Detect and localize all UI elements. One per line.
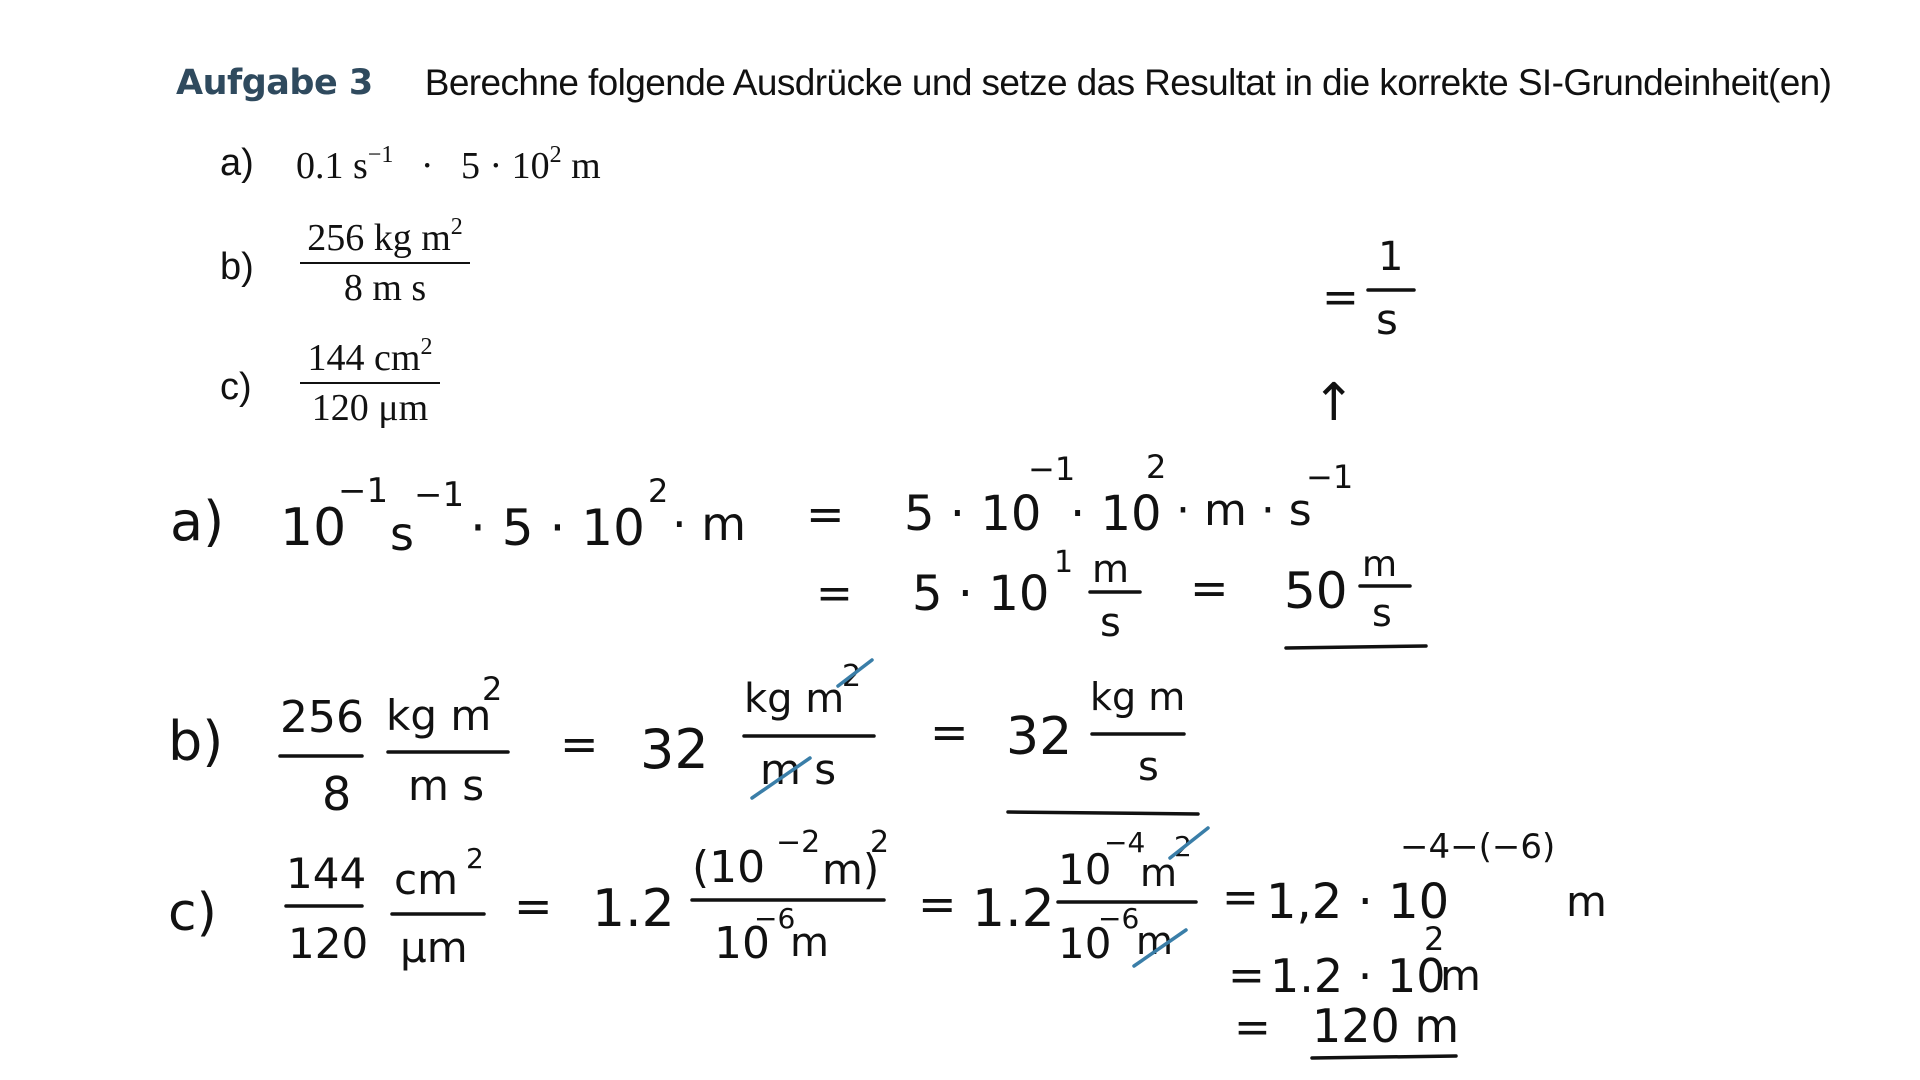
solution-b-unit-numerator-exponent: 2 xyxy=(482,670,503,708)
solution-a-lhs-rest: · 5 · 10 xyxy=(470,499,645,557)
solution-a-rhs-units: · m · s xyxy=(1176,485,1312,536)
solution-a-result-unit-denominator: s xyxy=(1372,591,1392,635)
task-c-label: c) xyxy=(220,366,252,408)
solution-b-result-underline xyxy=(1008,812,1198,814)
solution-c-step-numerator-exponent-2: 2 xyxy=(870,825,890,860)
solution-a-lhs-unit: · m xyxy=(672,497,747,551)
solution-a-label: a) xyxy=(170,490,225,553)
task-a-factor-2: 5 · 10 xyxy=(461,145,550,187)
task-b-label: b) xyxy=(220,246,254,288)
solution-c-equals-3: = xyxy=(1222,872,1259,923)
solution-b-result-unit-denominator: s xyxy=(1138,744,1159,790)
solution-c-value-2: 1.2 xyxy=(972,879,1055,939)
solution-c-value-1: 1.2 xyxy=(592,879,675,939)
solution-c-step-denominator-tail: m xyxy=(790,920,829,966)
solution-c-step2-denominator-exponent: −6 xyxy=(1098,902,1140,935)
solution-c-step-numerator: (10 xyxy=(692,842,766,893)
solution-c-step2-numerator-tail: m xyxy=(1140,851,1178,895)
solution-a-lhs-exponent: −1 xyxy=(338,471,389,511)
solution-b-value-2: 32 xyxy=(1006,707,1073,767)
solution-c-step-denominator: 10 xyxy=(714,918,770,969)
solution-c-step2-numerator-exponent: −4 xyxy=(1104,826,1146,859)
solution-a-equals-3: = xyxy=(1190,561,1229,615)
solution-c-equals-1: = xyxy=(514,879,553,933)
solution-a-step-value: 5 · 10 xyxy=(912,566,1050,622)
solution-c-step-numerator-exponent: −2 xyxy=(776,825,821,860)
solution-b-unit-numerator: kg m xyxy=(386,691,492,740)
task-a-operator: · xyxy=(420,145,434,187)
margin-note-numerator: 1 xyxy=(1378,234,1404,280)
solution-a xyxy=(170,448,1426,648)
solution-c-coefficient-denominator: 120 xyxy=(288,919,369,968)
solution-c-result-2-exponent: 2 xyxy=(1424,920,1445,958)
solution-b xyxy=(168,659,1198,821)
solution-a-lhs-base: 10 xyxy=(280,498,347,558)
solution-c-equals-5: = xyxy=(1234,1002,1271,1053)
task-b-numerator-exponent: 2 xyxy=(450,214,463,240)
solution-c-step2-numerator: 10 xyxy=(1058,845,1112,894)
solution-b-unit-denominator: m s xyxy=(408,761,485,810)
solution-b-equals-1: = xyxy=(560,717,599,771)
solution-a-step-exponent: 1 xyxy=(1054,545,1074,580)
solution-c-coefficient-numerator: 144 xyxy=(286,849,367,898)
task-a-label: a) xyxy=(220,142,254,184)
task-label: Aufgabe 3 xyxy=(176,63,373,103)
solution-c-equals-2: = xyxy=(918,877,957,931)
solution-c-step2-numerator-exponent-2: 2 xyxy=(1174,830,1192,863)
solution-b-equals-2: = xyxy=(930,705,969,759)
solution-a-result-underline xyxy=(1286,646,1426,648)
solution-b-step-exponent: 2 xyxy=(842,659,862,694)
solution-a-seconds: s xyxy=(390,507,414,561)
solution-b-label: b) xyxy=(168,710,224,773)
margin-note-arrow: ↑ xyxy=(1312,373,1356,433)
solution-a-rhs-mid: · 10 xyxy=(1070,486,1162,542)
solution-a-result-value: 50 xyxy=(1284,562,1348,620)
margin-note-equals: = xyxy=(1322,272,1359,323)
solution-c-label: c) xyxy=(168,883,217,943)
task-c-numerator: 144 cm xyxy=(307,337,421,379)
solution-c-result-2-unit: m xyxy=(1440,951,1481,1000)
solution-b-step-unit-denominator: m s xyxy=(760,745,837,794)
task-b-numerator: 256 kg m xyxy=(307,217,451,259)
solution-c-result-2: 1.2 · 10 xyxy=(1270,949,1446,1003)
solution-c xyxy=(168,825,1607,1058)
solution-a-rhs-exponent-1: −1 xyxy=(1028,450,1076,488)
margin-note xyxy=(1312,234,1414,433)
solution-c-unit-denominator: μm xyxy=(400,923,468,972)
solution-a-step-unit-numerator: m xyxy=(1092,547,1130,591)
solution-c-step2-denominator: 10 xyxy=(1058,919,1112,968)
solution-c-result-1-unit: m xyxy=(1566,877,1607,926)
task-c-numerator-exponent: 2 xyxy=(420,334,433,360)
solution-a-step-unit-denominator: s xyxy=(1100,600,1121,646)
solution-a-result-unit-numerator: m xyxy=(1362,544,1398,585)
solution-a-rhs-exponent-2: 2 xyxy=(1146,448,1167,486)
task-b-denominator: 8 m s xyxy=(343,267,427,309)
solution-b-step-unit-numerator: kg m xyxy=(744,676,845,722)
solution-b-value-1: 32 xyxy=(640,718,709,781)
solution-a-equals-2: = xyxy=(816,568,853,619)
solution-b-coefficient-denominator: 8 xyxy=(322,767,352,821)
solution-a-rhs-base: 5 · 10 xyxy=(904,486,1042,542)
solution-c-result-underline xyxy=(1312,1056,1456,1058)
margin-note-denominator: s xyxy=(1376,295,1398,344)
solution-c-unit-numerator: cm xyxy=(394,855,459,904)
task-a-factor-1: 0.1 s xyxy=(296,145,368,187)
solution-c-equals-4: = xyxy=(1228,950,1265,1001)
task-a-exponent-2: 2 xyxy=(549,142,562,168)
solution-a-seconds-exponent: −1 xyxy=(414,475,465,515)
solution-c-step-denominator-exponent: −6 xyxy=(754,902,796,935)
solution-c-result-1-exponent: −4−(−6) xyxy=(1400,827,1556,867)
solution-c-unit-numerator-exponent: 2 xyxy=(466,842,484,875)
solution-c-step2-denominator-tail: m xyxy=(1136,919,1174,963)
task-c-denominator: 120 μm xyxy=(311,387,429,429)
solution-b-result-unit-numerator: kg m xyxy=(1090,675,1186,719)
solution-b-coefficient-numerator: 256 xyxy=(280,692,364,743)
task-a-unit: m xyxy=(561,145,601,187)
task-instruction: Berechne folgende Ausdrücke und setze das Resultat in die korrekte SI-Grundeinheit(en) xyxy=(424,62,1832,103)
solution-c-result-1: 1,2 · 10 xyxy=(1266,874,1450,930)
solution-c-final-result: 120 m xyxy=(1312,999,1460,1053)
solution-a-equals-1: = xyxy=(806,487,845,541)
solution-c-step-numerator-tail: m) xyxy=(822,845,880,894)
solution-a-lhs-rest-exponent: 2 xyxy=(648,472,669,510)
solution-a-rhs-exponent-3: −1 xyxy=(1306,458,1354,496)
task-a-exponent-1: −1 xyxy=(367,142,394,168)
